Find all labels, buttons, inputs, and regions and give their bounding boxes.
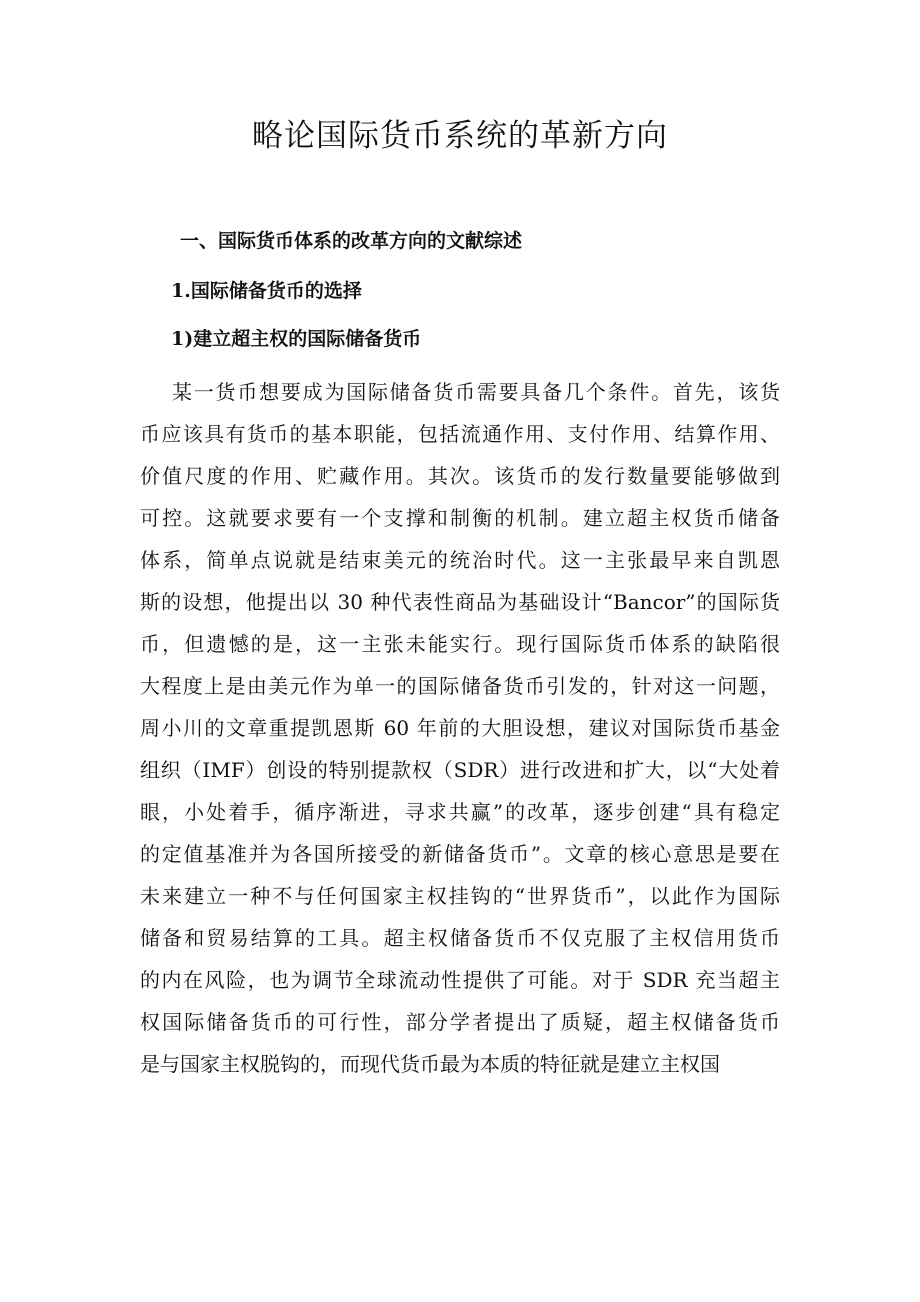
subsubsection-heading: 1)建立超主权的国际储备货币 (171, 328, 422, 350)
paragraph-line: 某一货币想要成为国际储备货币需要具备几个条件。首先，该货 (172, 380, 780, 404)
paragraph-line: 斯的设想，他提出以 30 种代表性商品为基础设计“Bancor”的国际货 (140, 590, 780, 614)
paragraph-line: 体系，简单点说就是结束美元的统治时代。这一主张最早来自凯恩 (140, 548, 780, 572)
paragraph-line: 的内在风险，也为调节全球流动性提供了可能。对于 SDR 充当超主 (140, 968, 780, 992)
paragraph-line: 大程度上是由美元作为单一的国际储备货币引发的，针对这一问题， (140, 674, 780, 698)
subsection-heading: 1.国际储备货币的选择 (171, 280, 362, 302)
section-heading: 一、国际货币体系的改革方向的文献综述 (180, 230, 523, 252)
paragraph-line: 组织（IMF）创设的特别提款权（SDR）进行改进和扩大，以“大处着 (140, 758, 780, 782)
paragraph-line: 币，但遗憾的是，这一主张未能实行。现行国际货币体系的缺陷很 (140, 632, 780, 656)
document-title: 略论国际货币系统的革新方向 (252, 118, 668, 154)
paragraph-line: 眼，小处着手，循序渐进，寻求共赢”的改革，逐步创建“具有稳定 (140, 800, 780, 824)
paragraph-line: 的定值基准并为各国所接受的新储备货币”。文章的核心意思是要在 (140, 842, 780, 866)
paragraph-line: 权国际储备货币的可行性，部分学者提出了质疑，超主权储备货币 (140, 1010, 780, 1034)
paragraph-line: 可控。这就要求要有一个支撑和制衡的机制。建立超主权货币储备 (140, 506, 780, 530)
paragraph-line: 价值尺度的作用、贮藏作用。其次。该货币的发行数量要能够做到 (140, 464, 780, 488)
paragraph-line: 储备和贸易结算的工具。超主权储备货币不仅克服了主权信用货币 (140, 926, 780, 950)
paragraph-line: 是与国家主权脱钩的，而现代货币最为本质的特征就是建立主权国 (140, 1052, 720, 1076)
paragraph-line: 币应该具有货币的基本职能，包括流通作用、支付作用、结算作用、 (140, 422, 780, 446)
paragraph-line: 周小川的文章重提凯恩斯 60 年前的大胆设想，建议对国际货币基金 (140, 716, 780, 740)
paragraph-line: 未来建立一种不与任何国家主权挂钩的“世界货币”，以此作为国际 (140, 884, 780, 908)
body-paragraph (140, 371, 780, 1085)
